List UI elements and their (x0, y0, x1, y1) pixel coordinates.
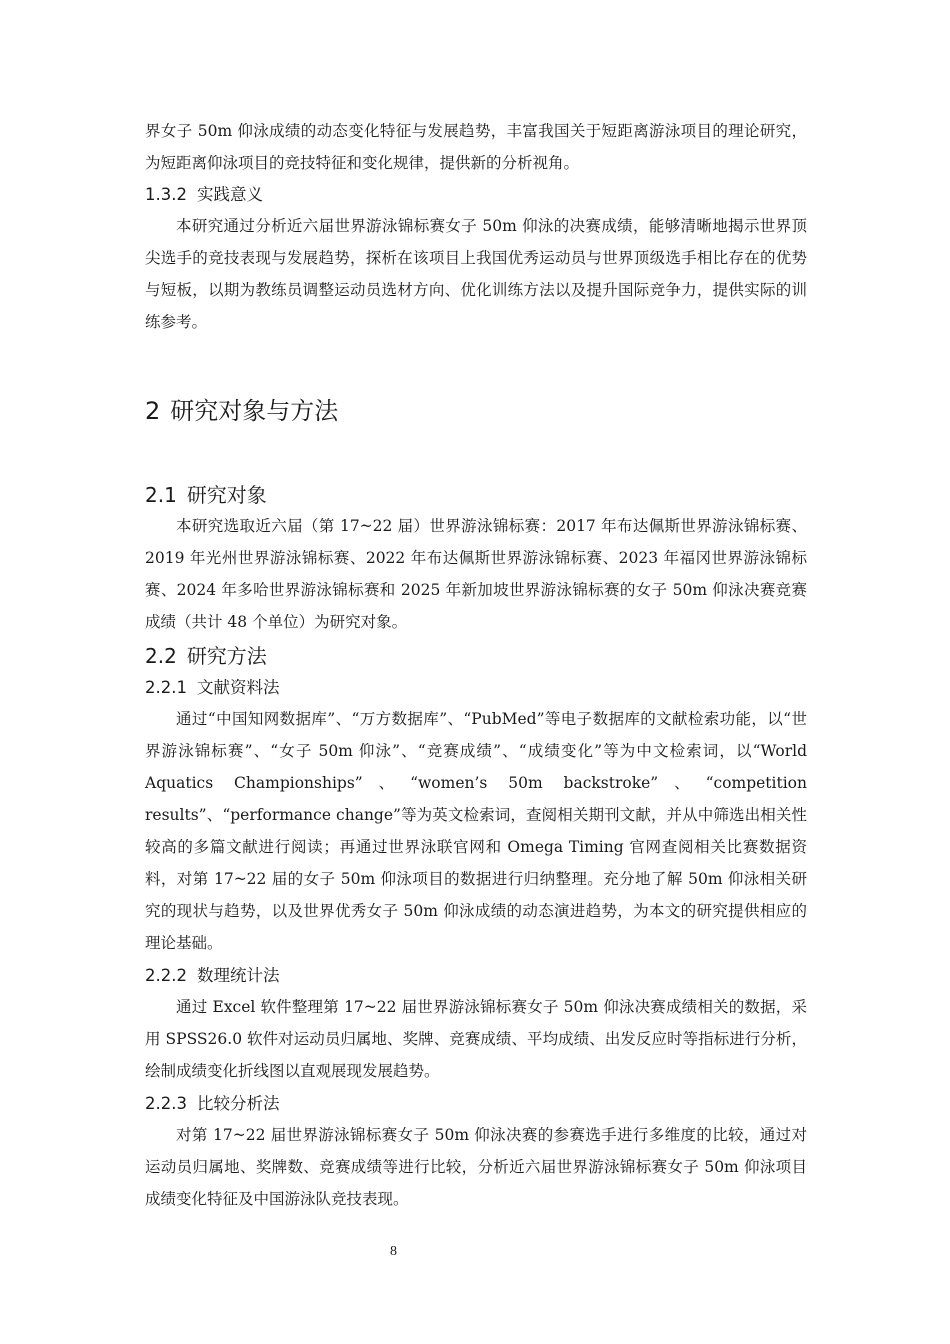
section-paragraph: 通过 Excel 软件整理第 17~22 届世界游泳锦标赛女子 50m 仰泳决赛成绩相关的数据，采用 SPSS26.0 软件对运动员归属地、奖牌、竞赛成绩、平均成绩、出发反应时等指标进行分析，绘制成绩变化折线图以直观展现发展趋势。 (145, 998, 807, 1080)
section-paragraph: 本研究选取近六届（第 17~22 届）世界游泳锦标赛：2017 年布达佩斯世界游泳锦标赛、2019 年光州世界游泳锦标赛、2022 年布达佩斯世界游泳锦标赛、2023 年福冈世界游泳锦标赛、2024 年多哈世界游泳锦标赛和 2025 年新加坡世界游泳锦标赛的女子 50m 仰泳决赛竞赛成绩（共计 48 个单位）为研究对象。 (145, 517, 807, 631)
intro-section (145, 115, 807, 179)
section-heading: 2.2.3 比较分析法 (145, 1094, 280, 1113)
chapter-heading: 2 研究对象与方法 (145, 397, 339, 425)
section-heading: 2.2 研究方法 (145, 644, 267, 668)
section-heading: 2.1 研究对象 (145, 483, 267, 507)
section-2 (145, 393, 807, 429)
section-2-2-2 (145, 962, 807, 1087)
section-1-3-2 (145, 181, 807, 338)
section-paragraph: 通过“中国知网数据库”、“万方数据库”、“PubMed”等电子数据库的文献检索功能，以“世界游泳锦标赛”、“女子 50m 仰泳”、“竞赛成绩”、“成绩变化”等为中文检索词，以“World Aquatics Championships”、“women’s 50m backstroke”、“competition results”、“performance change”等为英文检索词，查阅相关期刊文献，并从中筛选出相关性较高的多篇文献进行阅读；再通过世界泳联官网和 Omega Timing 官网查阅相关比赛数据资料，对第 17~22 届的女子 50m 仰泳项目的数据进行归纳整理。充分地了解 50m 仰泳相关研究的现状与趋势，以及世界优秀女子 50m 仰泳成绩的动态演进趋势，为本文的研究提供相应的理论基础。 (145, 710, 807, 952)
section-paragraph: 本研究通过分析近六届世界游泳锦标赛女子 50m 仰泳的决赛成绩，能够清晰地揭示世界顶尖选手的竞技表现与发展趋势，探析在该项目上我国优秀运动员与世界顶级选手相比存在的优势与短板，以期为教练员调整运动员选材方向、优化训练方法以及提升国际竞争力，提供实际的训练参考。 (145, 217, 807, 331)
section-heading: 2.2.1 文献资料法 (145, 678, 280, 697)
document-page (145, 0, 807, 1344)
page-number: 8 (390, 1244, 397, 1259)
section-paragraph: 对第 17~22 届世界游泳锦标赛女子 50m 仰泳决赛的参赛选手进行多维度的比较，通过对运动员归属地、奖牌数、竞赛成绩等进行比较，分析近六届世界游泳锦标赛女子 50m 仰泳项目成绩变化特征及中国游泳队竞技表现。 (145, 1126, 807, 1208)
section-heading: 2.2.2 数理统计法 (145, 966, 280, 985)
section-2-2 (145, 641, 807, 671)
section-2-1 (145, 480, 807, 638)
section-heading: 1.3.2 实践意义 (145, 185, 263, 204)
section-2-2-3 (145, 1090, 807, 1215)
section-2-2-1 (145, 674, 807, 959)
intro-paragraph: 界女子 50m 仰泳成绩的动态变化特征与发展趋势，丰富我国关于短距离游泳项目的理论研究，为短距离仰泳项目的竞技特征和变化规律，提供新的分析视角。 (145, 122, 807, 172)
